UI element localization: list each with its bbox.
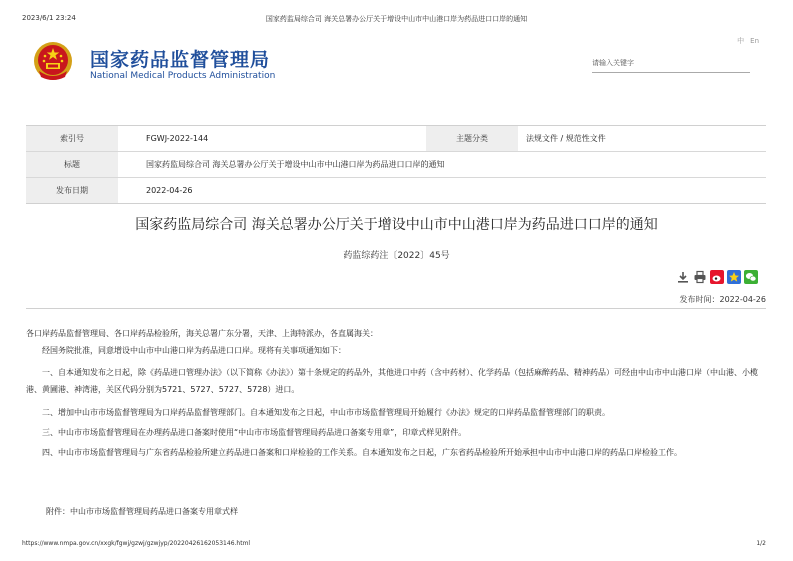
meta-row-title [26,152,766,178]
paragraph-4: 四、中山市市场监督管理局与广东省药品检验所建立药品进口备案和口岸检验的工作关系。自本通知发布之日起，广东省药品检验所开始承担中山市中山港口岸的药品口岸检验工作。 [42,448,682,457]
site-name-cn[interactable]: 国家药品监督管理局 [90,49,271,71]
site-name-en: National Medical Products Administration [90,71,276,81]
content-divider [26,308,766,309]
meta-row-index [26,126,766,152]
page-number: 1/2 [756,540,766,547]
attachment-link[interactable]: 附件：中山市市场监督管理局药品进口备案专用章式样 [46,507,238,516]
language-switch [731,36,759,46]
lang-zh-link[interactable]: 中 [737,37,745,45]
print-header-title: 国家药监局综合司 海关总署办公厅关于增设中山市中山港口岸为药品进口口岸的通知 [265,15,528,23]
paragraph-3: 三、中山市市场监督管理局在办理药品进口备案时使用“中山市市场监督管理局药品进口备案专用章”，印章式样见附件。 [42,428,467,437]
paragraph-1: 一、自本通知发布之日起，除《药品进口管理办法》（以下简称《办法》）第十条规定的药品外，其他进口中药（含中药材）、化学药品（包括麻醉药品、精神药品）可经由中山市中山港口岸（中山港、小榄港、黄圃港、神湾港，关区代码分别为5721、5727、5727、5728）进口。 [26,368,758,394]
title-value: 国家药监局综合司 海关总署办公厅关于增设中山市中山港口岸为药品进口口岸的通知 [146,160,445,169]
index-label: 索引号 [26,126,118,151]
publish-time: 发布时间：2022-04-26 [679,295,766,304]
paragraph-2: 二、增加中山市市场监督管理局为口岸药品监督管理部门。自本通知发布之日起，中山市市场监督管理局开始履行《办法》规定的口岸药品监督管理部门的职责。 [42,408,610,417]
title-label: 标题 [26,152,118,177]
print-icon[interactable] [693,270,707,284]
meta-row-date [26,178,766,203]
wechat-icon[interactable] [744,270,758,284]
footer-url: https://www.nmpa.gov.cn/xxgk/fgwj/gzwj/gzwjyp/20220426162053146.html [22,540,251,547]
document-title: 国家药监局综合司 海关总署办公厅关于增设中山市中山港口岸为药品进口口岸的通知 [135,217,658,233]
category-label: 主题分类 [426,126,518,151]
print-datetime: 2023/6/1 23:24 [22,14,76,22]
search-box[interactable] [592,52,750,73]
date-value: 2022-04-26 [146,186,193,195]
share-weibo-icon[interactable] [710,270,724,284]
national-emblem-icon[interactable] [33,41,73,81]
favorite-icon[interactable] [727,270,741,284]
download-icon[interactable] [676,270,690,284]
index-value: FGWJ-2022-144 [146,134,209,143]
document-number: 药监综药注〔2022〕45号 [343,251,450,261]
metadata-table [26,125,766,204]
date-label: 发布日期 [26,178,118,203]
search-input[interactable]: 请输入关键字 [592,59,634,67]
lang-en-link[interactable]: En [750,37,759,45]
intro-paragraph: 经国务院批准，同意增设中山市中山港口岸为药品进口口岸。现将有关事项通知如下： [42,346,346,355]
category-value: 法规文件 / 规范性文件 [526,134,606,143]
salutation: 各口岸药品监督管理局、各口岸药品检验所，海关总署广东分署，天津、上海特派办，各直属海关： [26,329,378,338]
